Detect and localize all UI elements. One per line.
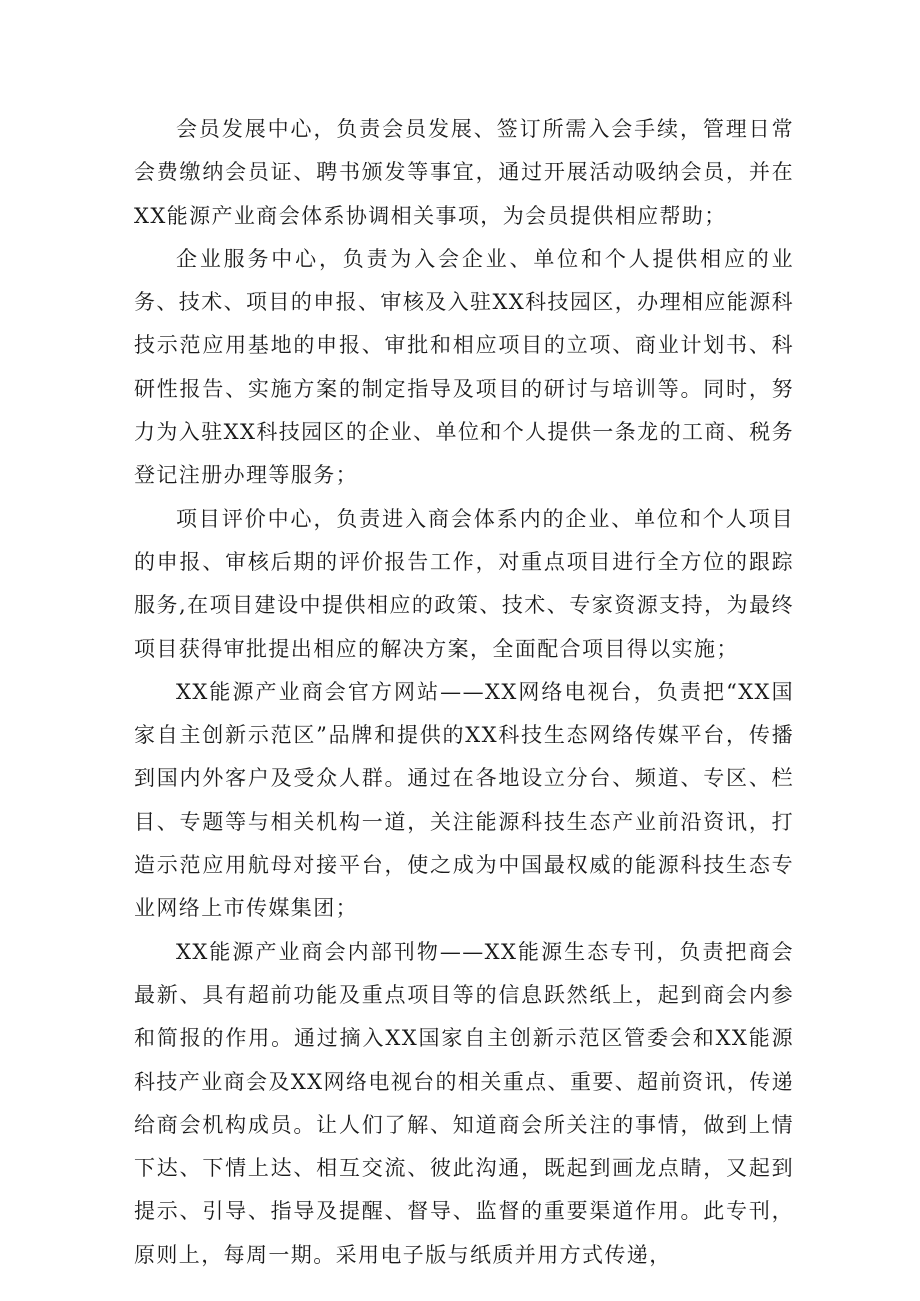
paragraph-internal-publication: XX能源产业商会内部刊物——XX能源生态专刊，负责把商会最新、具有超前功能及重点项目等的信息跃然纸上，起到商会内参和简报的作用。通过摘入XX国家自主创新示范区管委会和XX能源科技产业商会及XX网络电视台的相关重点、重要、超前资讯，传递给商会机构成员。让人们了解、知道商会所关注的事情，做到上情下达、下情上达、相互交流、彼此沟通，既起到画龙点睛，又起到提示、引导、指导及提醒、督导、监督的重要渠道作用。此专刊，原则上，每周一期。采用电子版与纸质并用方式传递， — [134, 939, 794, 1267]
paragraph-official-website: XX能源产业商会官方网站——XX网络电视台，负责把“XX国家自主创新示范区”品牌和提供的XX科技生态网络传媒平台，传播到国内外客户及受众人群。通过在各地设立分台、频道、专区、栏目、专题等与相关机构一道，关注能源科技生态产业前沿资讯，打造示范应用航母对接平台，使之成为中国最权威的能源科技生态专业网络上市传媒集团； — [134, 679, 794, 921]
paragraph-enterprise-service-center: 企业服务中心，负责为入会企业、单位和个人提供相应的业务、技术、项目的申报、审核及入驻XX科技园区，办理相应能源科技示范应用基地的申报、审批和相应项目的立项、商业计划书、科研性报告、实施方案的制定指导及项目的研讨与培训等。同时，努力为入驻XX科技园区的企业、单位和个人提供一条龙的工商、税务登记注册办理等服务； — [134, 246, 794, 488]
document-body — [134, 108, 794, 1277]
paragraph-project-evaluation-center: 项目评价中心，负责进入商会体系内的企业、单位和个人项目的申报、审核后期的评价报告工作，对重点项目进行全方位的跟踪服务,在项目建设中提供相应的政策、技术、专家资源支持，为最终项目获得审批提出相应的解决方案，全面配合项目得以实施； — [134, 506, 794, 661]
paragraph-member-development-center: 会员发展中心，负责会员发展、签订所需入会手续，管理日常会费缴纳会员证、聘书颁发等事宜，通过开展活动吸纳会员，并在XX能源产业商会体系协调相关事项，为会员提供相应帮助； — [134, 117, 794, 228]
